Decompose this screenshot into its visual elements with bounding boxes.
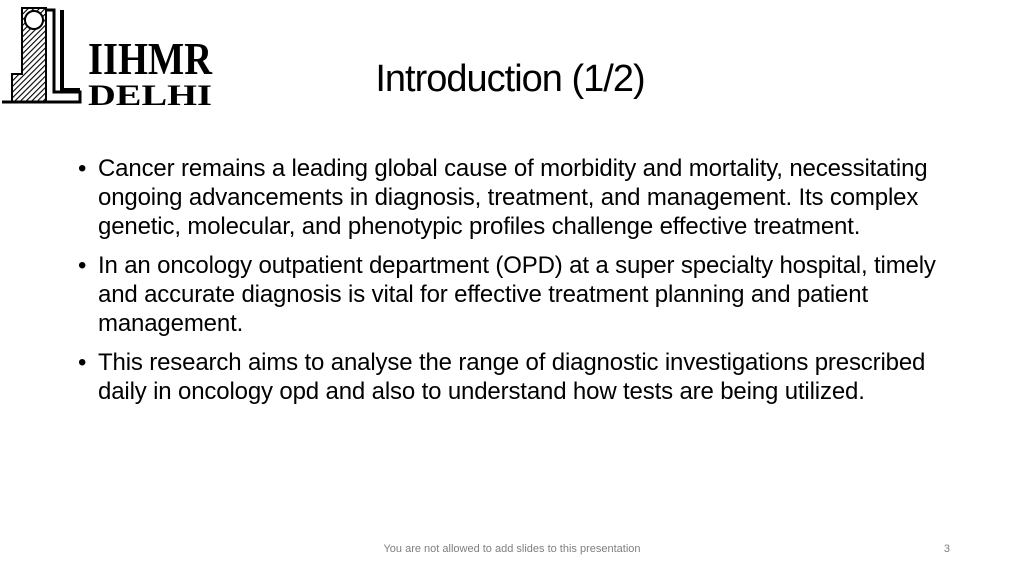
iihmr-delhi-logo (0, 2, 216, 110)
footer-note: You are not allowed to add slides to this presentation (383, 543, 641, 555)
bullet-text: Cancer remains a leading global cause of morbidity and mortality, necessitating ongoing advancements in diagnosis, treatment, and management. Its complex genetic, molecular, and phenotypic profiles challenge effective treatment. (98, 155, 928, 240)
bullet-item (76, 348, 976, 406)
bullet-text: In an oncology outpatient department (OPD) at a super specialty hospital, timely and accurate diagnosis is vital for effective treatment planning and patient management. (98, 252, 936, 337)
logo-text-line2: DELHI (88, 79, 212, 112)
bullet-item (76, 251, 976, 338)
slide-title: Introduction (1/2) (375, 58, 645, 100)
bullet-list (76, 154, 976, 416)
page-number: 3 (943, 543, 950, 555)
bullet-dot-icon: • (78, 155, 87, 182)
bullet-dot-icon: • (78, 252, 87, 279)
bullet-dot-icon: • (78, 349, 87, 376)
logo-text-line1: IIHMR (88, 33, 213, 84)
logo-mark (0, 2, 216, 110)
bullet-text: This research aims to analyse the range of diagnostic investigations prescribed daily in oncology opd and also to understand how tests are being utilized. (98, 349, 926, 405)
bullet-item (76, 154, 976, 241)
